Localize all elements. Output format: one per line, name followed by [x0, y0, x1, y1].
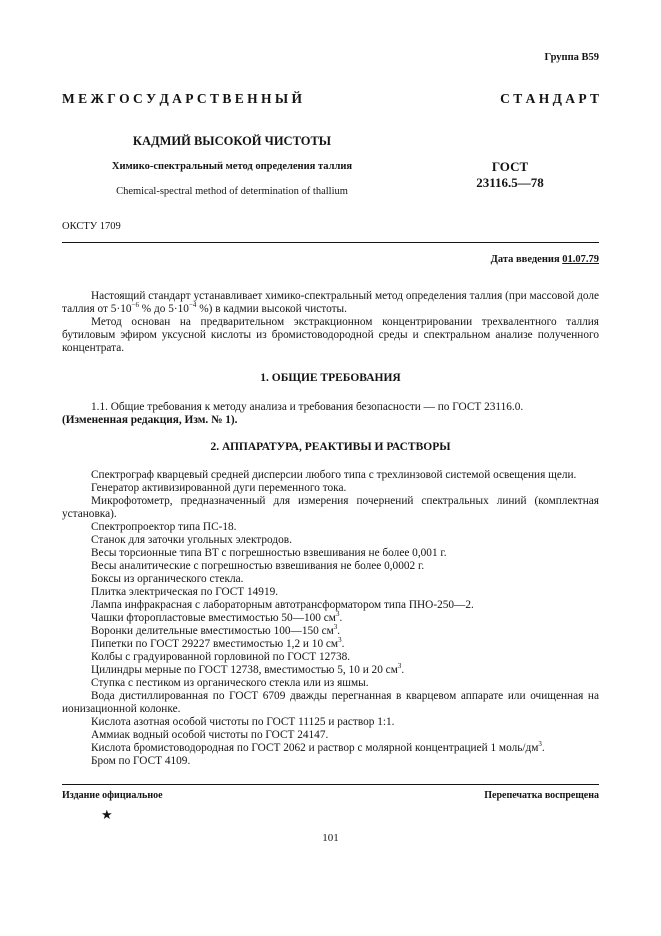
list-item: Кислота азотная особой чистоты по ГОСТ 11125 и раствор 1:1. — [91, 716, 395, 728]
period: . — [541, 742, 545, 754]
effective-date-label: Дата введения — [490, 254, 560, 265]
funnels-text: Воронки делительные вместимостью 100—150 см — [91, 625, 334, 637]
list-item — [62, 625, 599, 638]
effective-date — [491, 254, 599, 265]
list-item: Ступка с пестиком из органического стекла или из яшмы. — [91, 677, 369, 689]
cubic-superscript: 3 — [335, 610, 340, 619]
banner-word-standard: С Т А Н Д А Р Т — [500, 91, 599, 106]
intro-p1-part-a: Настоящий стандарт устанавливает химико-спектральный метод определения таллия (при массовой доле таллия от 5·10 — [62, 290, 599, 315]
interstate-standard-banner — [62, 91, 599, 107]
list-item: Вода дистиллированная по ГОСТ 6709 дважды перегнанная в кварцевом аппарате или очищенная на ионизационной колонке. — [62, 690, 599, 715]
list-item: Спектрограф кварцевый средней дисперсии любого типа с трехлинзовой системой освещения щели. — [91, 469, 577, 481]
english-title: Chemical-spectral method of determination of thallium — [116, 186, 348, 197]
list-item — [62, 664, 599, 677]
banner-word-interstate: М Е Ж Г О С У Д А Р С Т В Е Н Н Ы Й — [62, 91, 303, 106]
hbr-text: Кислота бромистоводородная по ГОСТ 2062 и раствор с молярной концентрацией 1 моль/дм — [91, 742, 539, 754]
list-item — [62, 638, 599, 651]
list-item: Аммиак водный особой чистоты по ГОСТ 24147. — [91, 729, 329, 741]
cylinders-text: Цилиндры мерные по ГОСТ 12738, вместимостью 5, 10 и 20 см — [91, 664, 398, 676]
intro-p1-part-c: %) в кадмии высокой чистоты. — [196, 303, 347, 315]
cubic-superscript: 3 — [338, 636, 342, 645]
section-1-text — [62, 401, 599, 427]
list-item: Лампа инфракрасная с лабораторным автотрансформатором типа ПНО-250—2. — [91, 599, 474, 611]
star-icon: ★ — [101, 807, 113, 822]
period: . — [337, 625, 341, 637]
cups-text: Чашки фторопластовые вместимостью 50—100 см — [91, 612, 336, 624]
list-item: Весы торсионные типа ВТ с погрешностью взвешивания не более 0,001 г. — [91, 547, 447, 559]
list-item: Станок для заточки угольных электродов. — [91, 534, 292, 546]
cubic-superscript: 3 — [397, 662, 402, 671]
section-2-heading: 2. АППАРАТУРА, РЕАКТИВЫ И РАСТВОРЫ — [210, 441, 451, 453]
reprint-prohibited-label: Перепечатка воспрещена — [484, 790, 599, 801]
group-code: Группа В59 — [544, 52, 599, 63]
list-item: Бром по ГОСТ 4109. — [91, 755, 191, 767]
intro-p1-exponent-2: −4 — [188, 301, 197, 310]
okstu-code: ОКСТУ 1709 — [62, 221, 121, 232]
list-item: Спектропроектор типа ПС-18. — [91, 521, 237, 533]
intro-text — [62, 290, 599, 355]
intro-paragraph-1 — [62, 290, 599, 316]
divider-rule — [62, 242, 599, 243]
section-1-paragraph: 1.1. Общие требования к методу анализа и требования безопасности — по ГОСТ 23116.0. — [91, 401, 524, 413]
list-item: Плитка электрическая по ГОСТ 14919. — [91, 586, 279, 598]
footer-rule — [62, 784, 599, 785]
list-item: Колбы с градуированной горловиной по ГОСТ 12738. — [91, 651, 351, 663]
list-item: Весы аналитические с погрешностью взвешивания не более 0,0002 г. — [91, 560, 425, 572]
effective-date-value: 01.07.79 — [562, 254, 599, 265]
list-item: Боксы из органического стекла. — [91, 573, 244, 585]
official-edition-label: Издание официальное — [62, 790, 163, 801]
list-item: Микрофотометр, предназначенный для измерения почернений спектральных линий (комплектная установка). — [62, 495, 599, 520]
cubic-superscript: 3 — [538, 740, 542, 749]
period: . — [401, 664, 405, 676]
gost-label: ГОСТ — [491, 159, 529, 174]
section-1-heading: 1. ОБЩИЕ ТРЕБОВАНИЯ — [260, 372, 401, 384]
page-number: 101 — [322, 832, 339, 844]
document-subtitle: Химико-спектральный метод определения таллия — [111, 161, 353, 172]
list-item — [62, 742, 599, 755]
amendment-note: (Измененная редакция, Изм. № 1). — [62, 414, 238, 426]
pipettes-text: Пипетки по ГОСТ 29227 вместимостью 1,2 и 10 см — [91, 638, 339, 650]
cubic-superscript: 3 — [333, 623, 338, 632]
period: . — [341, 638, 345, 650]
section-2-list — [62, 469, 599, 768]
gost-designation — [420, 159, 600, 191]
intro-p1-exponent-1: −6 — [131, 301, 139, 310]
list-item: Генератор активизированной дуги переменного тока. — [91, 482, 347, 494]
gost-number: 23116.5—78 — [476, 175, 544, 190]
document-title: КАДМИЙ ВЫСОКОЙ ЧИСТОТЫ — [132, 134, 332, 148]
intro-paragraph-2: Метод основан на предварительном экстракционном концентрировании трехвалентного таллия бутиловым эфиром уксусной кислоты из бромистоводородной среды и спектральном анализе полученного концентрата. — [62, 316, 599, 354]
period: . — [339, 612, 343, 624]
list-item — [62, 612, 599, 625]
intro-p1-part-b: % до 5·10 — [138, 303, 189, 315]
